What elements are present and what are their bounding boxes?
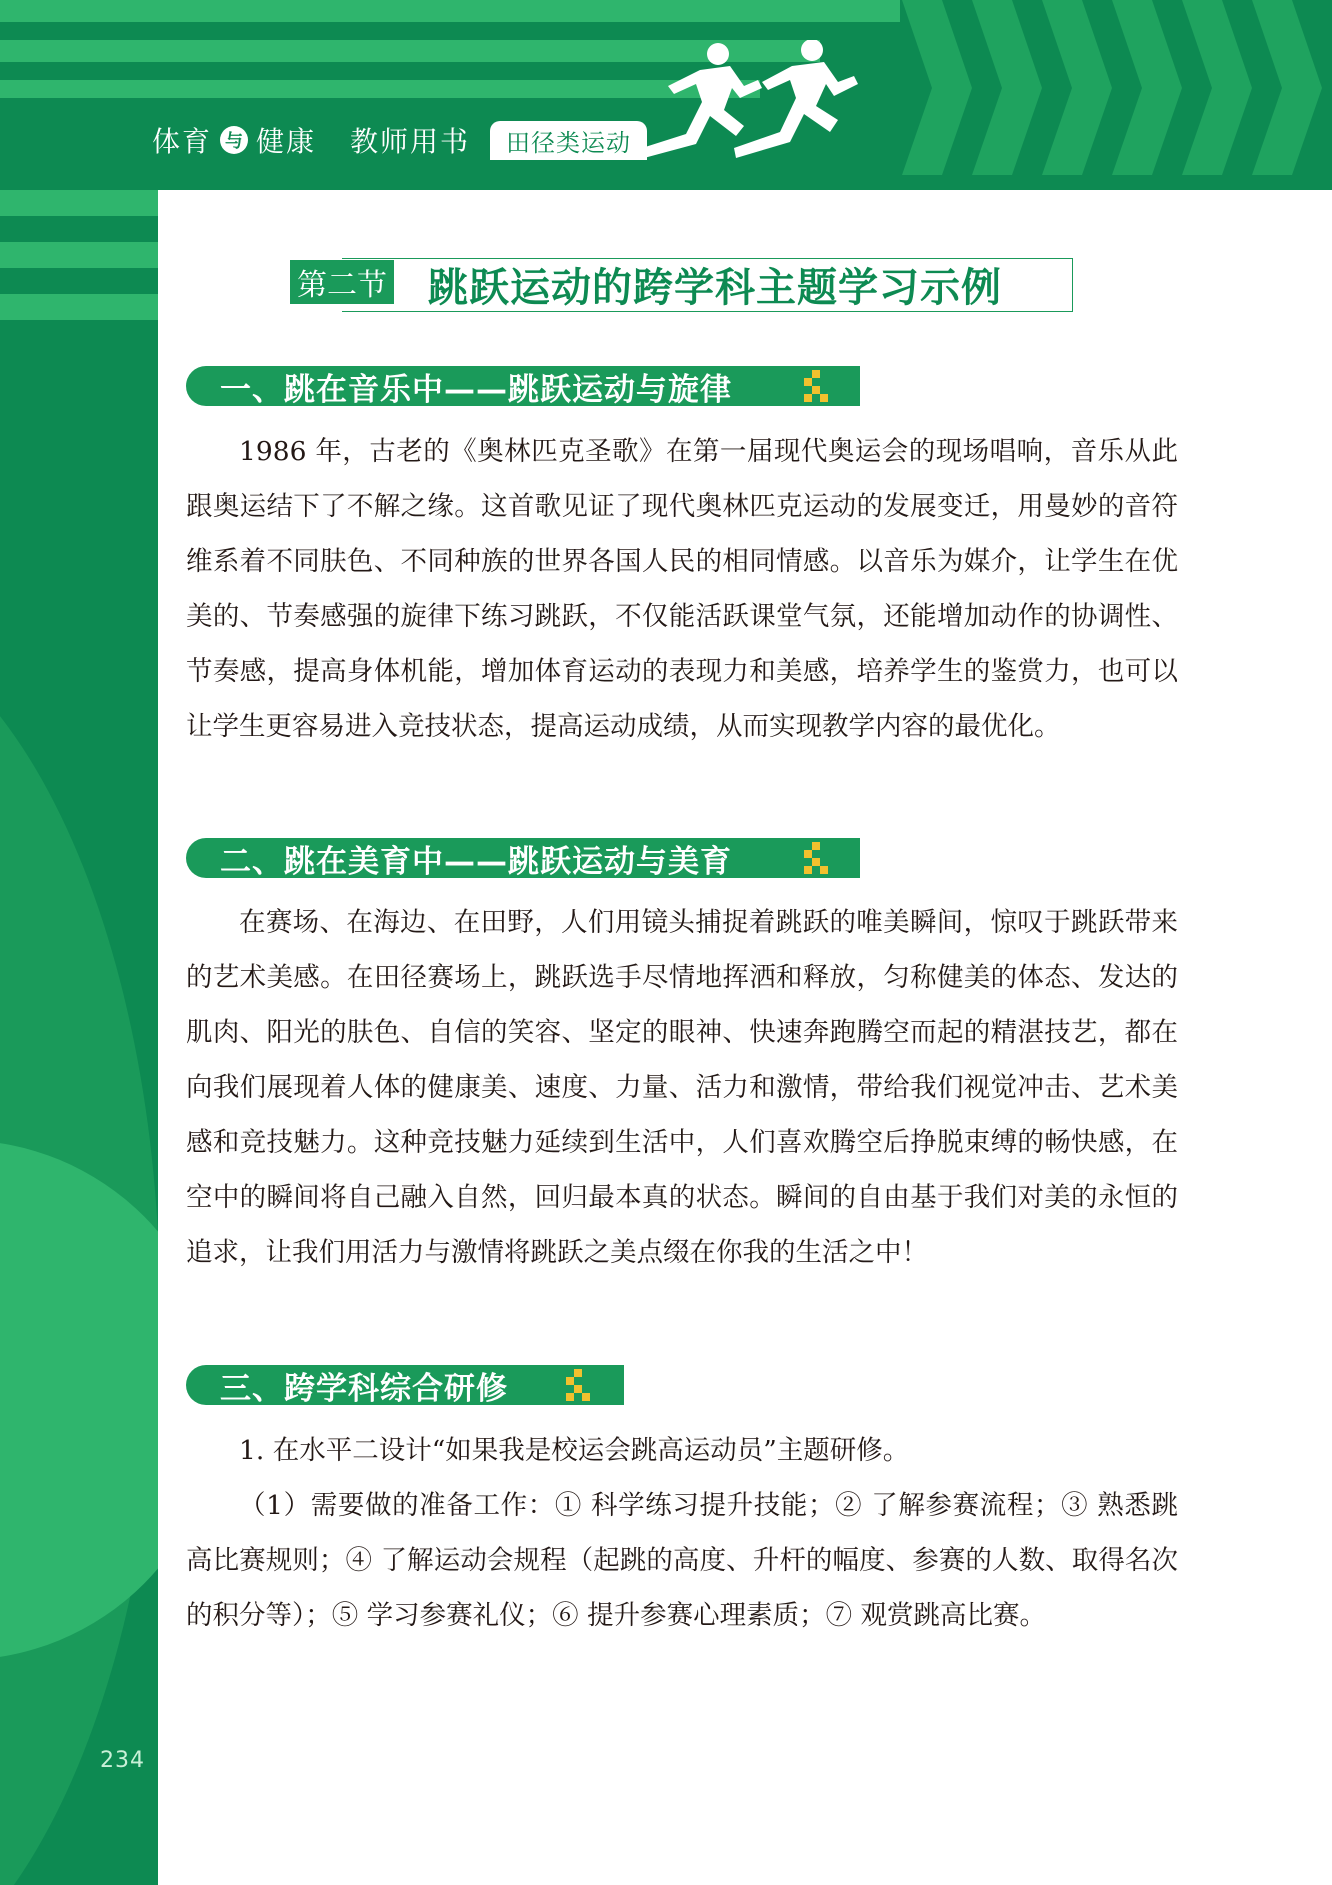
book-title-yu-badge: 与: [220, 126, 248, 154]
paragraph-music: 1986 年，古老的《奥林匹克圣歌》在第一届现代奥运会的现场唱响，音乐从此跟奥运结下了不解之缘。这首歌见证了现代奥林匹克运动的发展变迁，用曼妙的音符维系着不同肤色、不同种族的世界各国人民的相同情感。以音乐为媒介，让学生在优美的、节奏感强的旋律下练习跳跃，不仅能活跃课堂气氛，还能增加动作的协调性、节奏感，提高身体机能，增加体育运动的表现力和美感，培养学生的鉴赏力，也可以让学生更容易进入竞技状态，提高运动成绩，从而实现教学内容的最优化。: [186, 436, 1178, 742]
section-heading: [290, 252, 1070, 310]
chapter-tab: 田径类运动: [490, 121, 647, 160]
checker-decor-icon: [796, 370, 828, 402]
section-title: 跳跃运动的跨学科主题学习示例: [428, 265, 1002, 311]
paragraph-study-theme: 1. 在水平二设计“如果我是校运会跳高运动员”主题研修。: [239, 1435, 910, 1466]
subheading-aesthetics: 二、跳在美育中——跳跃运动与美育: [186, 838, 860, 878]
paragraph-aesthetics: 在赛场、在海边、在田野，人们用镜头捕捉着跳跃的唯美瞬间，惊叹于跳跃带来的艺术美感。在田径赛场上，跳跃选手尽情地挥洒和释放，匀称健美的体态、发达的肌肉、阳光的肤色、自信的笑容、坚定的眼神、快速奔跑腾空而起的精湛技艺，都在向我们展现着人体的健康美、速度、力量、活力和激情，带给我们视觉冲击、艺术美感和竞技魅力。这种竞技魅力延续到生活中，人们喜欢腾空后挣脱束缚的畅快感，在空中的瞬间将自己融入自然，回归最本真的状态。瞬间的自由基于我们对美的永恒的追求，让我们用活力与激情将跳跃之美点缀在你我的生活之中！: [186, 907, 1178, 1268]
sidebar-stripe: [0, 190, 158, 216]
subheading-interdisciplinary: 三、跨学科综合研修: [186, 1365, 624, 1405]
sidebar-decor-circle: [0, 1140, 158, 1660]
sidebar-stripe: [0, 242, 158, 268]
chevron-pattern: [902, 0, 1332, 175]
book-subtitle: 教师用书: [350, 125, 471, 158]
sidebar-stripe: [0, 294, 158, 320]
book-title: [152, 118, 647, 162]
book-title-part2: 健康: [256, 125, 317, 158]
section-label: 第二节: [290, 260, 394, 304]
subheading-music: 一、跳在音乐中——跳跃运动与旋律: [186, 366, 860, 406]
checker-decor-icon: [796, 842, 828, 874]
checker-decor-icon: [558, 1369, 590, 1401]
paragraph-preparation: （1）需要做的准备工作：① 科学练习提升技能；② 了解参赛流程；③ 熟悉跳高比赛规则；④ 了解运动会规程（起跳的高度、升杆的幅度、参赛的人数、取得名次的积分等）；⑤ 学习参赛礼仪；⑥ 提升参赛心理素质；⑦ 观赏跳高比赛。: [186, 1490, 1178, 1631]
header-stripe: [0, 0, 900, 22]
page-header: [0, 0, 1332, 190]
page-number: 234: [100, 1748, 145, 1773]
book-title-part1: 体育: [152, 125, 213, 158]
left-sidebar: [0, 190, 158, 1885]
runners-icon: [640, 40, 880, 160]
